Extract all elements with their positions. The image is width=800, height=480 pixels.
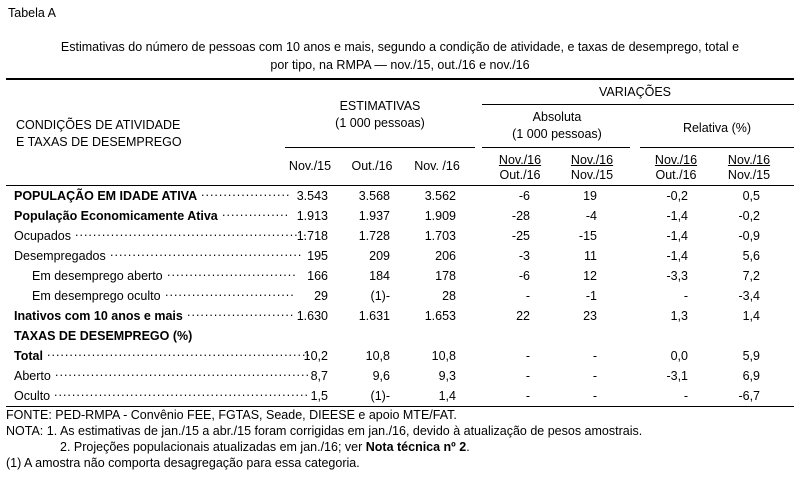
table-cell: 3.562 xyxy=(424,189,456,203)
table-cell: -3 xyxy=(518,249,530,263)
row-header-line1: CONDIÇÕES DE ATIVIDADE xyxy=(16,118,181,132)
table-cell: 166 xyxy=(307,269,328,283)
col-abs-2-bottom: Nov./15 xyxy=(570,168,614,182)
table-cell: 1,4 xyxy=(438,389,456,403)
leader-dots: ......................................................... xyxy=(54,385,309,399)
col-rel-1-top: Nov./16 xyxy=(654,153,698,167)
table-label: Tabela A xyxy=(8,6,56,20)
table-cell: 195 xyxy=(307,249,328,263)
row-label: Aberto xyxy=(14,369,51,383)
table-cell: 1.631 xyxy=(358,309,390,323)
row-label: Inativos com 10 anos e mais xyxy=(14,309,183,323)
row-label: Oculto xyxy=(14,389,51,403)
col-nov15: Nov./15 xyxy=(288,159,332,173)
row-label: TAXAS DE DESEMPREGO (%) xyxy=(14,329,193,343)
header-bottom-rule xyxy=(6,185,794,186)
leader-dots: ........................ xyxy=(187,305,295,319)
footnote-1: (1) A amostra não comporta desagregação para essa categoria. xyxy=(6,456,360,470)
table-cell: 1.728 xyxy=(358,229,390,243)
col-rel-2-bottom: Nov./15 xyxy=(727,168,771,182)
table-subtitle-line1: Estimativas do número de pessoas com 10 anos e mais, segundo a condição de atividade, e taxas de desemprego, total e xyxy=(60,40,740,54)
table-cell: -3,1 xyxy=(666,369,688,383)
table-cell: 1.630 xyxy=(296,309,328,323)
table-cell: 6,9 xyxy=(742,369,760,383)
table-cell: 0,5 xyxy=(742,189,760,203)
table-cell: 9,6 xyxy=(372,369,390,383)
leader-dots: ........................................................... xyxy=(47,345,311,359)
table-cell: 1,4 xyxy=(742,309,760,323)
note-2-text: 2. Projeções populacionais atualizadas em jan./16; ver xyxy=(60,440,363,454)
table-cell: (1)- xyxy=(370,289,390,303)
estimativas-rule xyxy=(285,147,475,148)
table-cell: 5,9 xyxy=(742,349,760,363)
variacoes-rule xyxy=(482,104,794,105)
table-cell: 8,7 xyxy=(310,369,328,383)
leader-dots: .................... xyxy=(201,185,291,199)
table-cell: - xyxy=(683,389,688,403)
col-rel-1-bottom: Out./16 xyxy=(655,168,697,182)
table-cell: -0,2 xyxy=(666,189,688,203)
table-cell: -0,2 xyxy=(738,209,760,223)
table-cell: 1.718 xyxy=(296,229,328,243)
leader-dots: ............................. xyxy=(167,265,297,279)
table-cell: 11 xyxy=(584,249,597,263)
table-cell: 1,3 xyxy=(670,309,688,323)
table-cell: - xyxy=(525,389,530,403)
table-cell: -0,9 xyxy=(738,229,760,243)
estimativas-unit: (1 000 pessoas) xyxy=(335,116,425,130)
table-cell: 7,2 xyxy=(742,269,760,283)
table-cell: 1.703 xyxy=(424,229,456,243)
table-cell: -1,4 xyxy=(666,209,688,223)
absoluta-unit: (1 000 pessoas) xyxy=(512,127,602,141)
col-out16: Out./16 xyxy=(351,159,393,173)
absoluta-header: Absoluta xyxy=(532,110,582,124)
table-cell: -6,7 xyxy=(738,389,760,403)
table-cell: -4 xyxy=(585,209,597,223)
table-cell: -1,4 xyxy=(666,229,688,243)
table-cell: (1)- xyxy=(370,389,390,403)
table-cell: 28 xyxy=(442,289,456,303)
table-cell: 3.568 xyxy=(358,189,390,203)
col-abs-1-top: Nov./16 xyxy=(498,153,542,167)
row-label: Em desemprego oculto xyxy=(32,289,161,303)
table-cell: -3,4 xyxy=(738,289,760,303)
table-top-rule xyxy=(6,78,794,80)
table-cell: 29 xyxy=(314,289,328,303)
leader-dots: ............................. xyxy=(165,285,295,299)
table-cell: 206 xyxy=(435,249,456,263)
estimativas-header: ESTIMATIVAS xyxy=(339,99,421,113)
table-cell: 1.913 xyxy=(296,209,328,223)
leader-dots: ............... xyxy=(222,205,290,219)
row-label: Total xyxy=(14,349,43,363)
variacoes-header: VARIAÇÕES xyxy=(598,85,671,99)
table-cell: - xyxy=(683,289,688,303)
table-cell: - xyxy=(592,349,597,363)
col-nov16: Nov. /16 xyxy=(414,159,460,173)
table-cell: -6 xyxy=(518,269,530,283)
table-cell: 3.543 xyxy=(296,189,328,203)
table-cell: 10,8 xyxy=(365,349,390,363)
table-cell: - xyxy=(525,369,530,383)
table-cell: -3,3 xyxy=(666,269,688,283)
note-2 xyxy=(60,439,470,455)
table-cell: -1,4 xyxy=(666,249,688,263)
note-2-end: . xyxy=(466,440,470,454)
table-cell: -6 xyxy=(518,189,530,203)
note-1: NOTA: 1. As estimativas de jan./15 a abr./15 foram corrigidas em jan./16, devido à atualização de pesos amostrais. xyxy=(6,424,643,438)
table-cell: - xyxy=(592,389,597,403)
leader-dots: ........................................... xyxy=(110,245,303,259)
table-cell: 22 xyxy=(516,309,530,323)
table-cell: 9,3 xyxy=(438,369,456,383)
row-header-line2: E TAXAS DE DESEMPREGO xyxy=(16,135,182,149)
table-cell: -15 xyxy=(578,229,597,243)
table-cell: -1 xyxy=(585,289,597,303)
source-note: FONTE: PED-RMPA - Convênio FEE, FGTAS, Seade, DIEESE e apoio MTE/FAT. xyxy=(6,408,457,422)
table-cell: 1,5 xyxy=(310,389,328,403)
table-cell: 1.653 xyxy=(424,309,456,323)
table-cell: 5,6 xyxy=(742,249,760,263)
table-cell: 1.937 xyxy=(358,209,390,223)
col-abs-1-bottom: Out./16 xyxy=(499,168,541,182)
table-subtitle-line2: por tipo, na RMPA — nov./15, out./16 e nov./16 xyxy=(270,58,530,72)
table-cell: 10,8 xyxy=(431,349,456,363)
row-label: População Economicamente Ativa xyxy=(14,209,218,223)
table-cell: 178 xyxy=(435,269,456,283)
col-abs-2-top: Nov./16 xyxy=(570,153,614,167)
table-cell: 10,2 xyxy=(303,349,328,363)
leader-dots: .................................................... xyxy=(75,225,308,239)
row-label: Desempregados xyxy=(14,249,106,263)
table-cell: 23 xyxy=(583,309,597,323)
table-cell: 19 xyxy=(583,189,597,203)
table-cell: 0,0 xyxy=(670,349,688,363)
table-cell: - xyxy=(592,369,597,383)
row-label: Em desemprego aberto xyxy=(32,269,163,283)
relativa-header: Relativa (%) xyxy=(682,121,752,135)
table-cell: 1.909 xyxy=(424,209,456,223)
row-label: POPULAÇÃO EM IDADE ATIVA xyxy=(14,189,198,203)
col-rel-2-top: Nov./16 xyxy=(727,153,771,167)
relativa-rule xyxy=(640,147,794,148)
table-cell: -25 xyxy=(511,229,530,243)
table-cell: - xyxy=(525,349,530,363)
table-cell: 12 xyxy=(583,269,597,283)
row-label: Ocupados xyxy=(14,229,71,243)
absoluta-rule xyxy=(482,147,630,148)
table-cell: 209 xyxy=(369,249,390,263)
note-2-link-text: Nota técnica nº 2 xyxy=(365,440,467,454)
table-cell: - xyxy=(525,289,530,303)
table-cell: 184 xyxy=(369,269,390,283)
table-cell: -28 xyxy=(511,209,530,223)
leader-dots: ......................................................... xyxy=(55,365,310,379)
